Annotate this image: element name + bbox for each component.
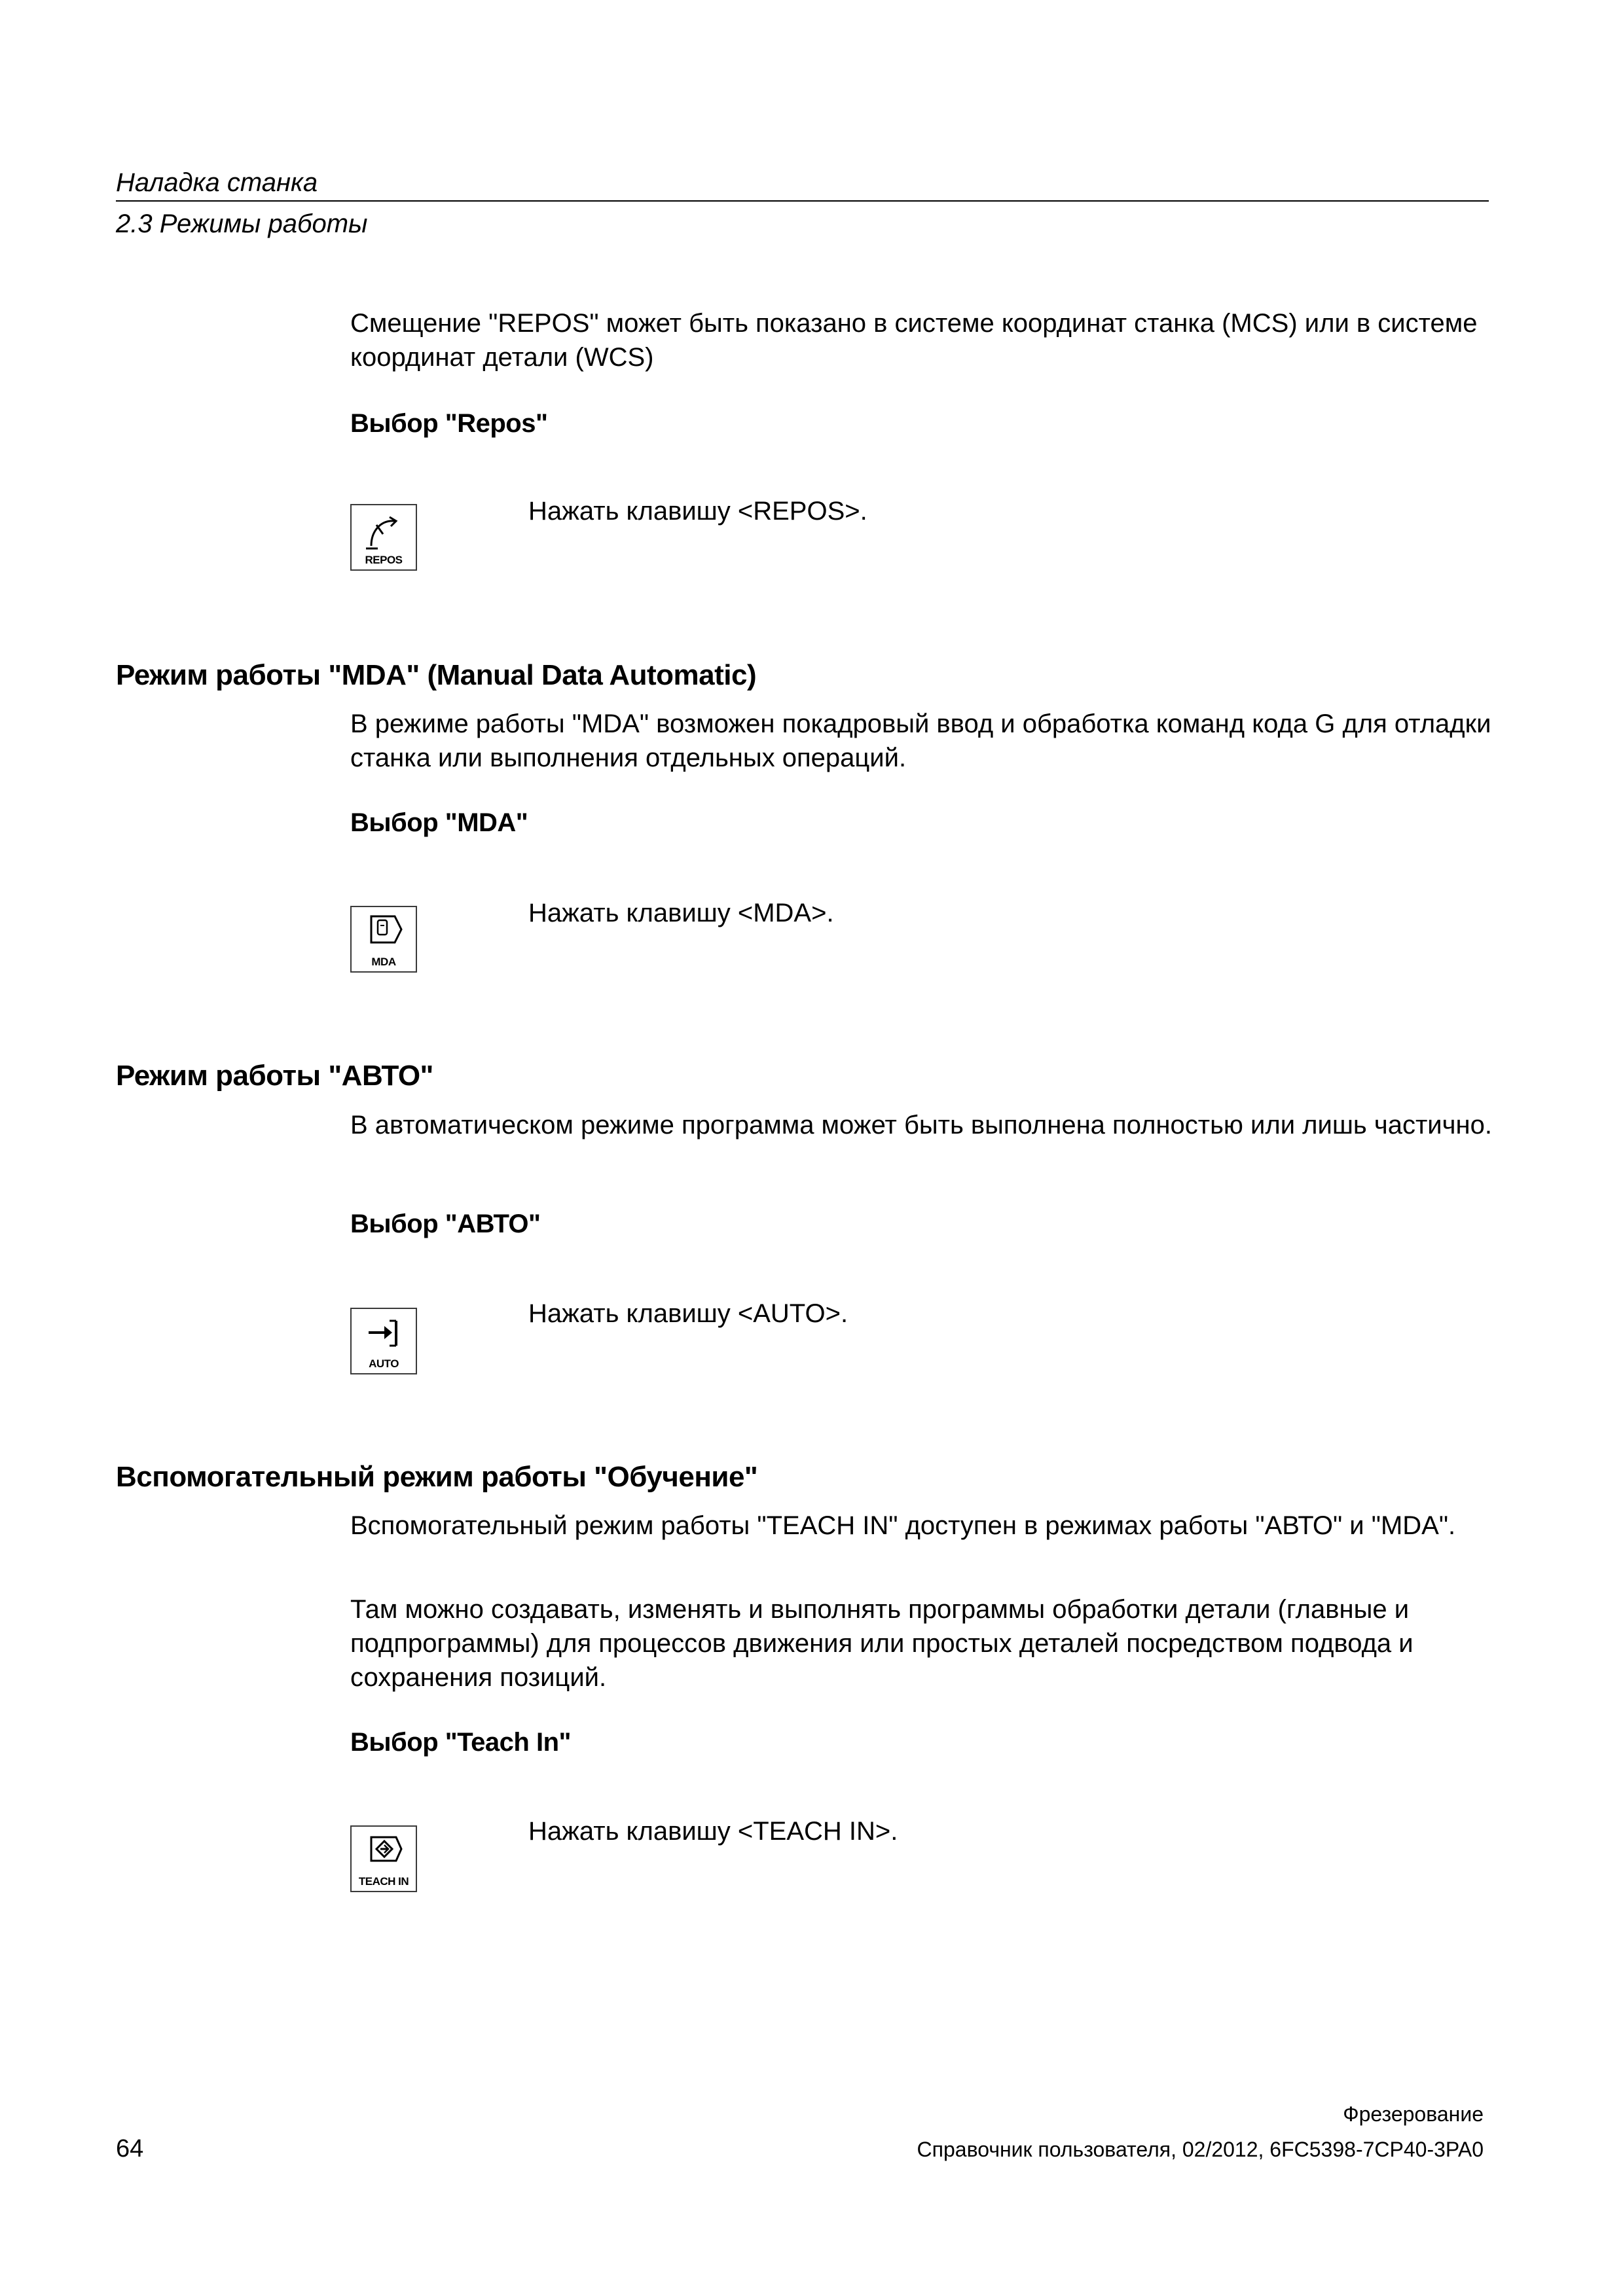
- teach-instruction: Нажать клавишу <TEACH IN>.: [528, 1817, 898, 1846]
- repos-instruction: Нажать клавишу <REPOS>.: [528, 497, 867, 526]
- mda-instruction: Нажать клавишу <MDA>.: [528, 899, 834, 927]
- teach-text-2: Там можно создавать, изменять и выполнять программы обработки детали (главные и подпрограммы) для процессов движения или простых деталей посредством подвода и сохранения позиций.: [350, 1595, 1413, 1692]
- auto-heading: Режим работы "АВТО": [116, 1060, 433, 1092]
- footer-book-title: Фрезерование: [1343, 2102, 1484, 2126]
- mda-heading: Режим работы "MDA" (Manual Data Automatic): [116, 659, 757, 691]
- mda-text: В режиме работы "MDA" возможен покадровый ввод и обработка команд кода G для отладки станка или выполнения отдельных операций.: [350, 709, 1491, 772]
- teach-text-1: Вспомогательный режим работы "TEACH IN" доступен в режимах работы "АВТО" и "MDA".: [350, 1511, 1456, 1540]
- running-header-section: 2.3 Режимы работы: [116, 209, 368, 238]
- auto-select-heading: Выбор "АВТО": [350, 1210, 541, 1238]
- teach-heading: Вспомогательный режим работы "Обучение": [116, 1461, 758, 1493]
- auto-instruction: Нажать клавишу <AUTO>.: [528, 1299, 848, 1328]
- running-header-chapter: Наладка станка: [116, 168, 318, 197]
- repos-select-heading: Выбор "Repos": [350, 409, 548, 438]
- header-rule: [116, 200, 1489, 202]
- auto-key[interactable]: [350, 1308, 417, 1374]
- repos-intro-text: Смещение "REPOS" может быть показано в системе координат станка (MCS) или в системе координат детали (WCS): [350, 309, 1478, 372]
- teach-in-key[interactable]: [350, 1825, 417, 1892]
- mda-key[interactable]: [350, 906, 417, 973]
- mda-select-heading: Выбор "MDA": [350, 808, 528, 837]
- repos-key[interactable]: [350, 504, 417, 571]
- auto-text: В автоматическом режиме программа может быть выполнена полностью или лишь частично.: [350, 1111, 1492, 1139]
- mda-key-caption: MDA: [371, 956, 396, 968]
- teach-in-key-caption: TEACH IN: [358, 1875, 409, 1888]
- footer-page-number: 64: [116, 2135, 144, 2162]
- repos-key-caption: REPOS: [365, 554, 403, 566]
- auto-key-caption: AUTO: [369, 1357, 399, 1370]
- footer-reference: Справочник пользователя, 02/2012, 6FC5398-7CP40-3PA0: [917, 2138, 1484, 2161]
- teach-select-heading: Выбор "Teach In": [350, 1728, 571, 1757]
